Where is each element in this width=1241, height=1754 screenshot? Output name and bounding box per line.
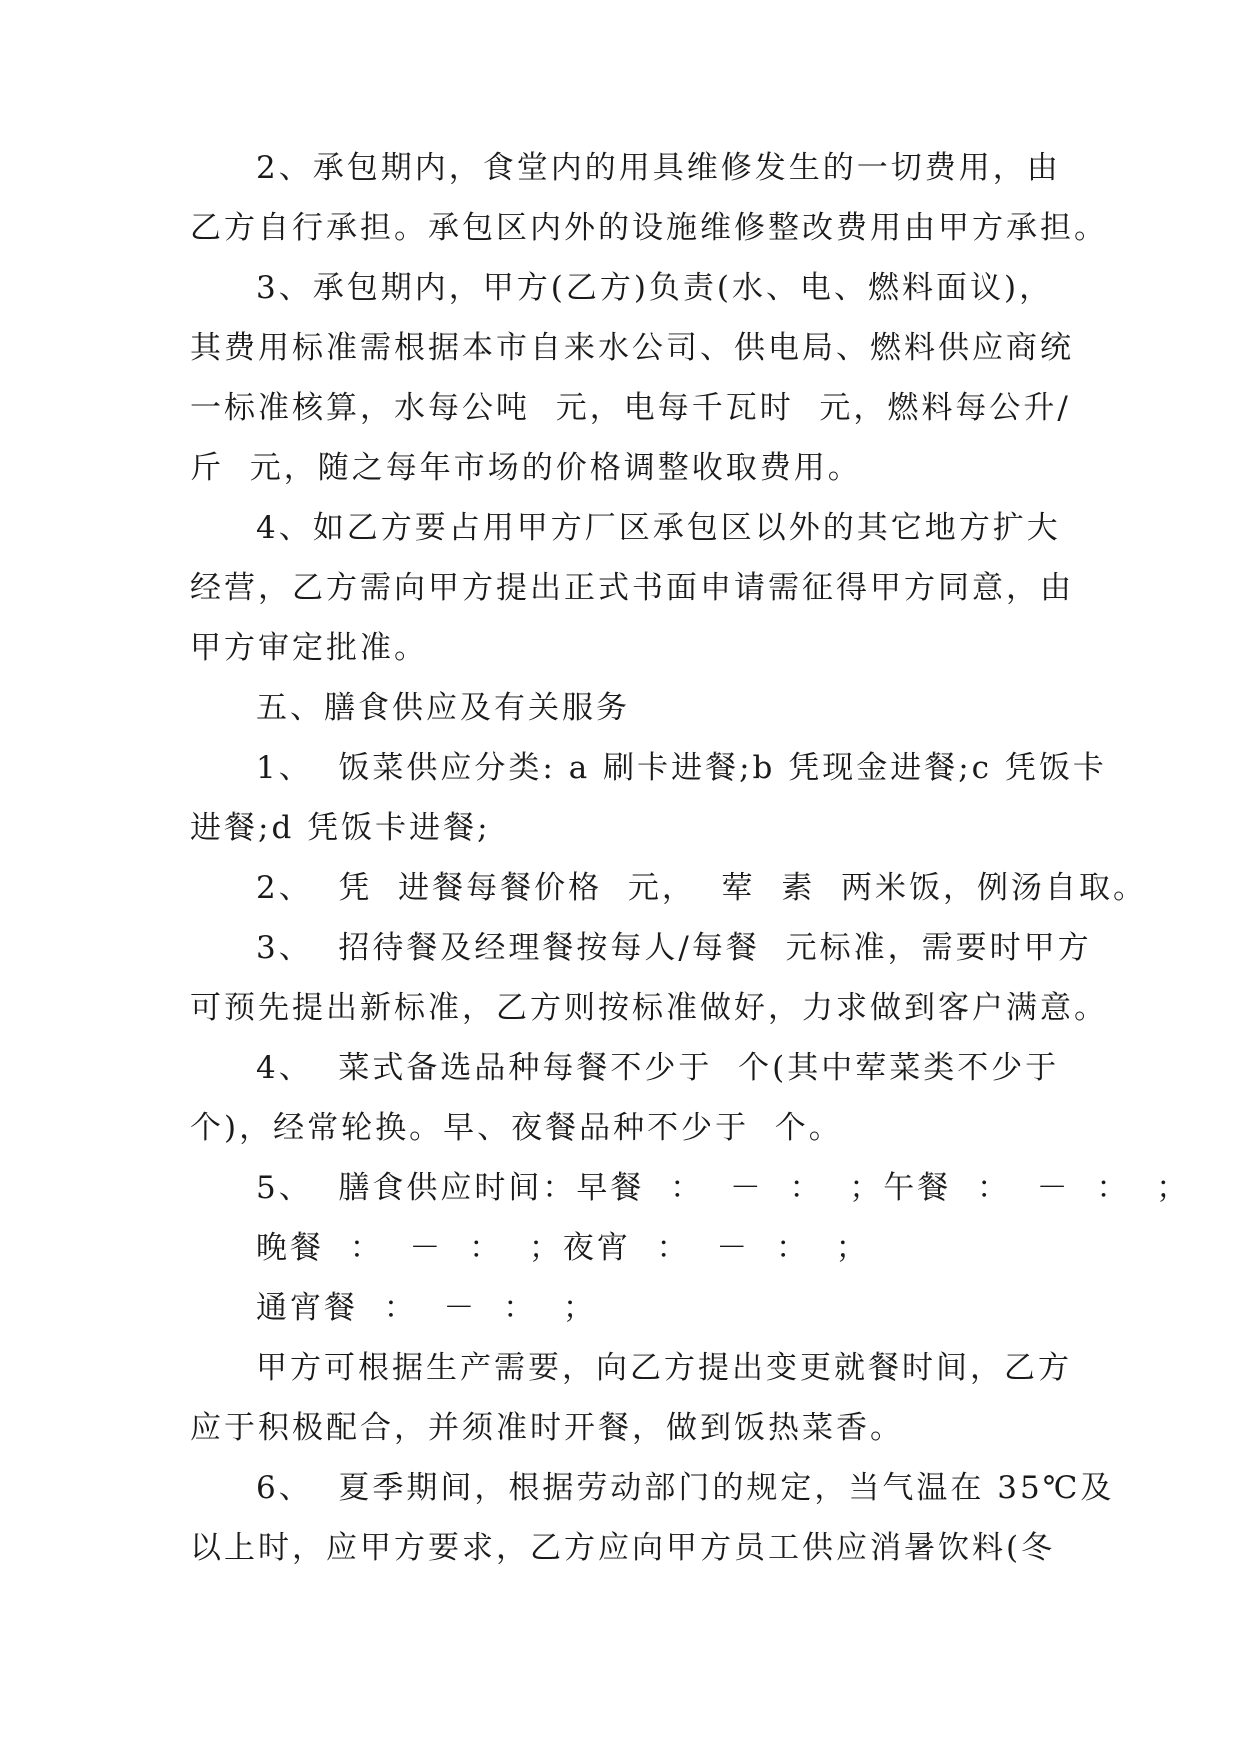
section-heading: 五、膳食供应及有关服务 xyxy=(256,690,630,726)
text-line: 1、 饭菜供应分类: a 刷卡进餐;b 凭现金进餐;c 凭饭卡 xyxy=(256,750,1107,786)
text-line: 3、 招待餐及经理餐按每人/每餐 元标准，需要时甲方 xyxy=(256,930,1092,966)
text-line: 甲方可根据生产需要，向乙方提出变更就餐时间，乙方 xyxy=(256,1350,1072,1386)
text-line: 4、如乙方要占用甲方厂区承包区以外的其它地方扩大 xyxy=(256,510,1061,546)
text-line: 一标准核算，水每公吨 元，电每千瓦时 元，燃料每公升/ xyxy=(190,390,1071,426)
text-line: 晚餐 ： － ： ；夜宵 ： － ： ； xyxy=(256,1230,870,1266)
text-line: 2、承包期内，食堂内的用具维修发生的一切费用，由 xyxy=(256,150,1061,186)
text-line: 个)，经常轮换。早、夜餐品种不少于 个。 xyxy=(190,1110,843,1146)
text-line: 可预先提出新标准，乙方则按标准做好，力求做到客户满意。 xyxy=(190,990,1108,1026)
text-line: 通宵餐 ： － ： ； xyxy=(256,1290,597,1326)
text-line: 斤 元，随之每年市场的价格调整收取费用。 xyxy=(190,450,862,486)
text-line: 其费用标准需根据本市自来水公司、供电局、燃料供应商统 xyxy=(190,330,1074,366)
text-line: 3、承包期内，甲方(乙方)负责(水、电、燃料面议)， xyxy=(256,270,1054,306)
text-line: 4、 菜式备选品种每餐不少于 个(其中荤菜类不少于 xyxy=(256,1050,1060,1086)
text-line: 经营，乙方需向甲方提出正式书面申请需征得甲方同意，由 xyxy=(190,570,1074,606)
text-line: 6、 夏季期间，根据劳动部门的规定，当气温在 35℃及 xyxy=(256,1470,1115,1506)
text-line: 2、 凭 进餐每餐价格 元， 荤 素 两米饭，例汤自取。 xyxy=(256,870,1147,906)
text-line: 5、 膳食供应时间：早餐 ： － ： ；午餐 ： － ： ； xyxy=(256,1170,1191,1206)
text-line: 甲方审定批准。 xyxy=(190,630,428,666)
text-line: 乙方自行承担。承包区内外的设施维修整改费用由甲方承担。 xyxy=(190,210,1108,246)
text-line: 进餐;d 凭饭卡进餐; xyxy=(190,810,491,846)
text-line: 应于积极配合，并须准时开餐，做到饭热菜香。 xyxy=(190,1410,904,1446)
text-line: 以上时，应甲方要求，乙方应向甲方员工供应消暑饮料(冬 xyxy=(190,1530,1056,1566)
